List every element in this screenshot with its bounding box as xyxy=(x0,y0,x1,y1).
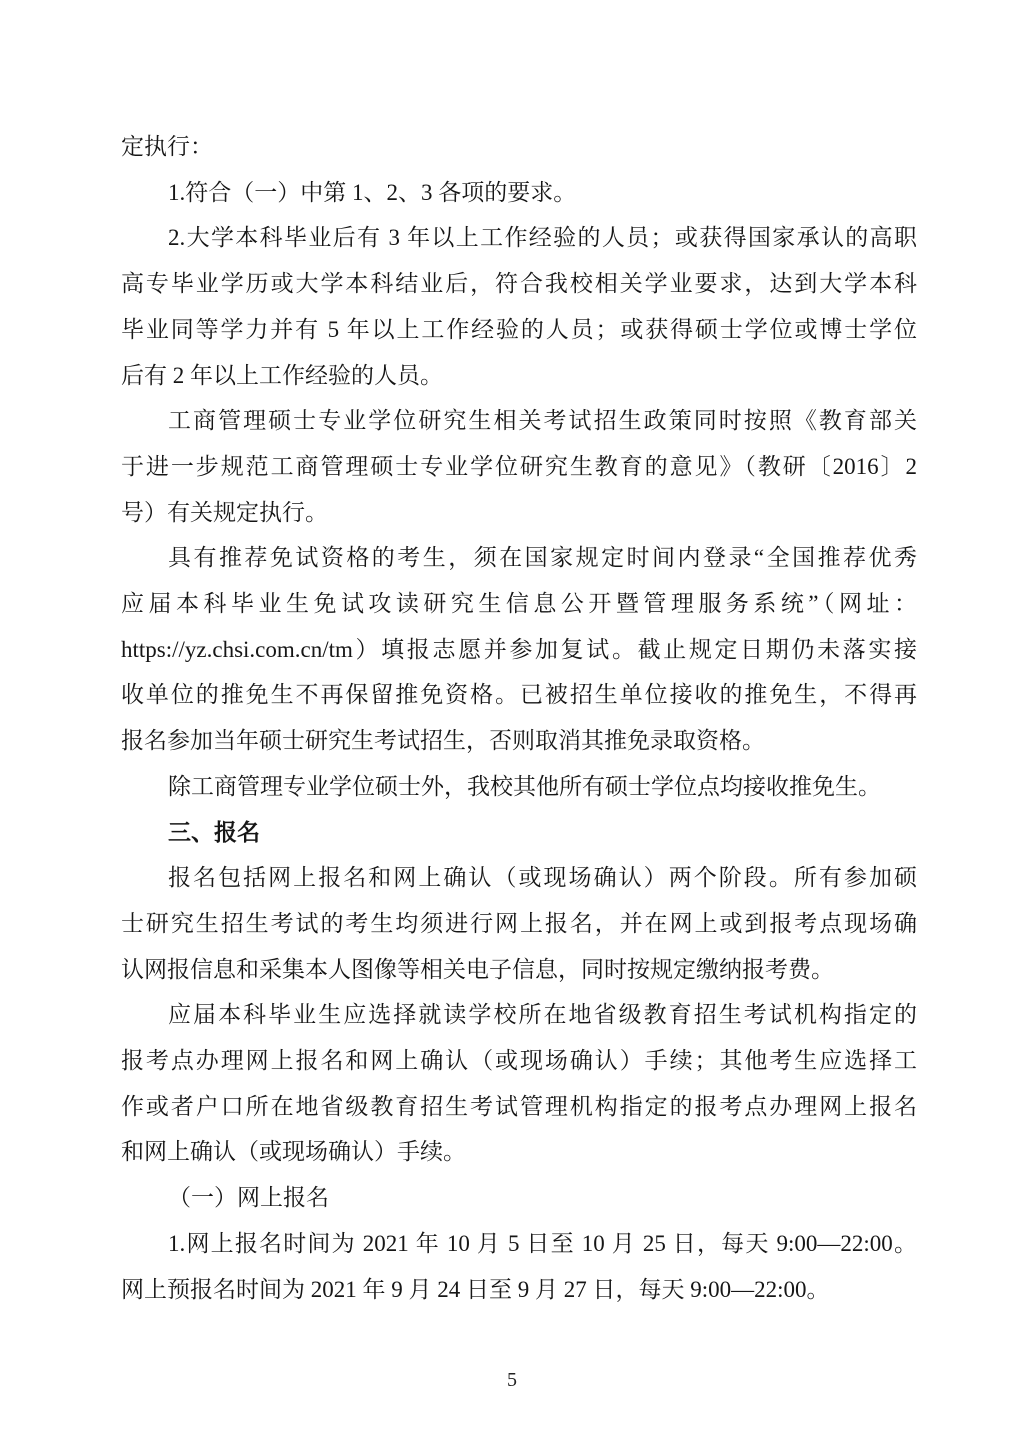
text-line: 作或者户口所在地省级教育招生考试管理机构指定的报考点办理网上报名 xyxy=(121,1093,917,1119)
text-line: 号）有关规定执行。 xyxy=(121,499,328,525)
text-line: 具有推荐免试资格的考生，须在国家规定时间内登录“全国推荐优秀 xyxy=(168,545,917,571)
section-heading: 三、报名 xyxy=(168,819,260,845)
text-line: 报名包括网上报名和网上确认（或现场确认）两个阶段。所有参加硕 xyxy=(168,865,917,891)
text-line: 后有 2 年以上工作经验的人员。 xyxy=(121,362,443,388)
text-line: 定执行： xyxy=(121,134,213,159)
page-number: 5 xyxy=(507,1369,517,1391)
text-line: 1.符合（一）中第 1、2、3 各项的要求。 xyxy=(168,179,577,205)
text-line: 除工商管理专业学位硕士外，我校其他所有硕士学位点均接收推免生。 xyxy=(168,773,881,799)
text-line: 2.大学本科毕业后有 3 年以上工作经验的人员；或获得国家承认的高职 xyxy=(168,225,917,251)
document-text xyxy=(121,124,917,1312)
text-line: 收单位的推免生不再保留推免资格。已被招生单位接收的推免生，不得再 xyxy=(121,682,917,708)
text-line: （一）网上报名 xyxy=(168,1185,329,1211)
text-line: 应届本科毕业生免试攻读研究生信息公开暨管理服务系统”（网址： xyxy=(121,591,917,617)
text-line: 网上预报名时间为 2021 年 9 月 24 日至 9 月 27 日，每天 9:00—22:00。 xyxy=(121,1276,830,1302)
text-line: 工商管理硕士专业学位研究生相关考试招生政策同时按照《教育部关 xyxy=(168,408,917,434)
text-line: https://yz.chsi.com.cn/tm）填报志愿并参加复试。截止规定日期仍未落实接 xyxy=(121,636,917,662)
text-line: 报考点办理网上报名和网上确认（或现场确认）手续；其他考生应选择工 xyxy=(121,1048,917,1074)
text-line: 于进一步规范工商管理硕士专业学位研究生教育的意见》（教研〔2016〕2 xyxy=(121,453,917,479)
text-line: 高专毕业学历或大学本科结业后，符合我校相关学业要求，达到大学本科 xyxy=(121,271,917,297)
text-line: 士研究生招生考试的考生均须进行网上报名，并在网上或到报考点现场确 xyxy=(121,910,917,936)
text-line: 应届本科毕业生应选择就读学校所在地省级教育招生考试机构指定的 xyxy=(168,1002,917,1028)
text-line: 认网报信息和采集本人图像等相关电子信息，同时按规定缴纳报考费。 xyxy=(121,956,834,982)
text-line: 和网上确认（或现场确认）手续。 xyxy=(121,1139,466,1165)
text-line: 1.网上报名时间为 2021 年 10 月 5 日至 10 月 25 日，每天 9:00—22:00。 xyxy=(168,1230,917,1256)
text-line: 毕业同等学力并有 5 年以上工作经验的人员；或获得硕士学位或博士学位 xyxy=(121,316,917,342)
text-line: 报名参加当年硕士研究生考试招生，否则取消其推免录取资格。 xyxy=(121,728,765,754)
